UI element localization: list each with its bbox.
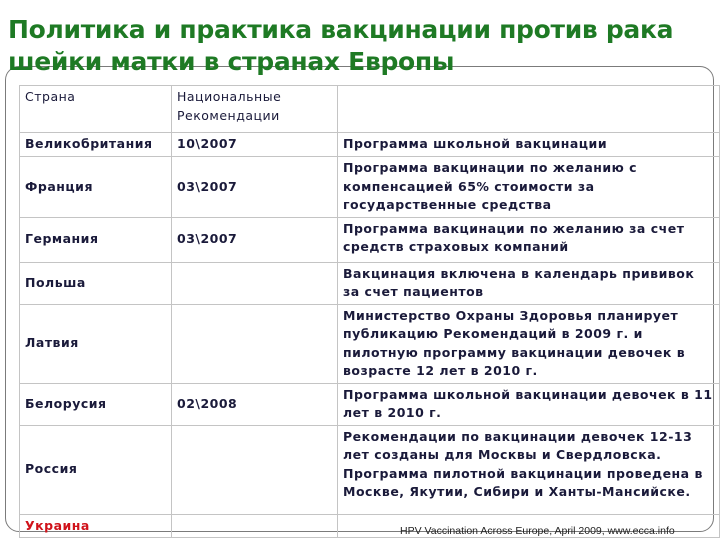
program-cell: Вакцинация включена в календарь прививок за счет пациентов [338,262,720,304]
program-cell: Программа школьной вакцинации девочек в 11 лет в 2010 г. [338,383,720,425]
page-title [8,14,708,78]
date-cell [172,262,338,304]
country-cell: Белорусия [20,383,172,425]
vaccination-table [19,85,720,538]
title-line-2: шейки матки в странах Европы [8,47,455,76]
program-cell: Министерство Охраны Здоровья планирует публикацию Рекомендаций в 2009 г. и пилотную программу вакцинации девочек в возрасте 12 лет в 2010 г. [338,304,720,383]
country-cell: Германия [20,217,172,262]
table-row [20,304,720,383]
table-row [20,383,720,425]
date-cell [172,304,338,383]
country-cell: Латвия [20,304,172,383]
title-line-1: Политика и практика вакцинации против рака [8,15,674,44]
table-row [20,425,720,514]
footer-source: HPV Vaccination Across Europe, April 2009, www.ecca.info [400,525,675,537]
table-row [20,157,720,218]
table-row [20,262,720,304]
program-cell: Программа вакцинации по желанию за счет средств страховых компаний [338,217,720,262]
country-cell: Польша [20,262,172,304]
header-country: Страна [20,86,172,133]
table-row [20,133,720,157]
date-cell: 10\2007 [172,133,338,157]
date-cell [172,514,338,538]
country-cell: Россия [20,425,172,514]
table-row [20,217,720,262]
date-cell: 03\2007 [172,217,338,262]
country-cell: Великобритания [20,133,172,157]
date-cell [172,425,338,514]
program-cell: Программа школьной вакцинации [338,133,720,157]
date-cell: 03\2007 [172,157,338,218]
country-cell-highlighted: Украина [20,514,172,538]
table-header-row [20,86,720,133]
program-cell: Программа вакцинации по желанию с компенсацией 65% стоимости за государственные средства [338,157,720,218]
header-program [338,86,720,133]
header-recommendations: Национальные Рекомендации [172,86,338,133]
country-cell: Франция [20,157,172,218]
program-cell: Рекомендации по вакцинации девочек 12-13 лет созданы для Москвы и Свердловска. Программа пилотной вакцинации проведена в Москве, Якутии, Сибири и Ханты-Мансийске. [338,425,720,514]
date-cell: 02\2008 [172,383,338,425]
